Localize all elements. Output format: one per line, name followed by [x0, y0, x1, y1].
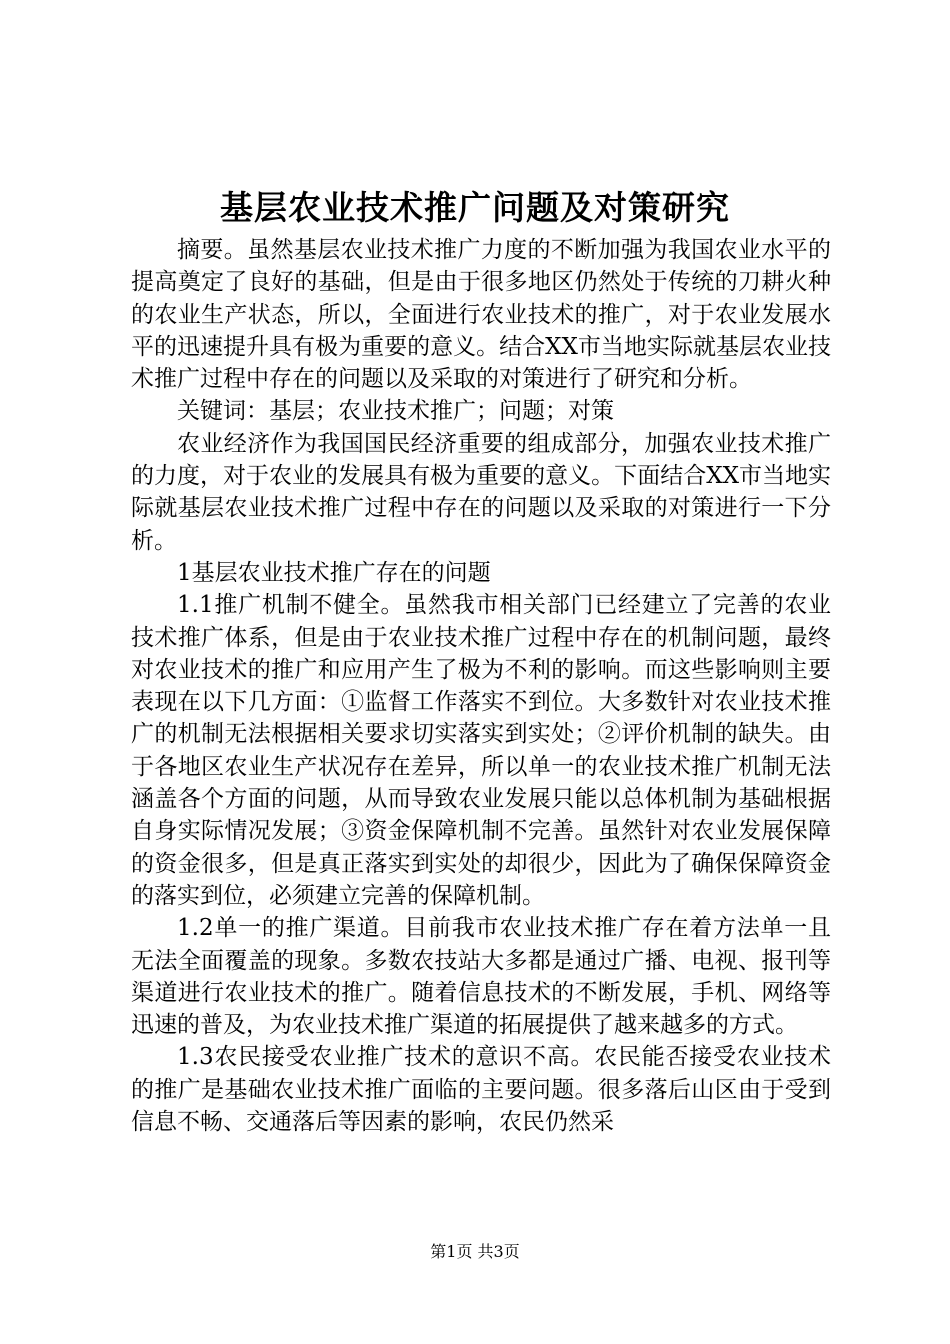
document-body — [131, 234, 831, 1138]
keywords-paragraph: 关键词：基层；农业技术推广；问题；对策 — [177, 398, 614, 425]
abstract-paragraph: 摘要。虽然基层农业技术推广力度的不断加强为我国农业水平的提高奠定了良好的基础，但是由于很多地区仍然处于传统的刀耕火种的农业生产状态，所以，全面进行农业技术的推广，对于农业发展水平的迅速提升具有极为重要的意义。结合XX市当地实际就基层农业技术推广过程中存在的问题以及采取的对策进行了研究和分析。 — [131, 237, 831, 393]
body-paragraph: 1.3农民接受农业推广技术的意识不高。农民能否接受农业技术的推广是基础农业技术推广面临的主要问题。很多落后山区由于受到信息不畅、交通落后等因素的影响，农民仍然采 — [131, 1044, 831, 1136]
intro-paragraph: 农业经济作为我国国民经济重要的组成部分，加强农业技术推广的力度，对于农业的发展具有极为重要的意义。下面结合XX市当地实际就基层农业技术推广过程中存在的问题以及采取的对策进行一下分析。 — [131, 430, 831, 554]
document-title: 基层农业技术推广问题及对策研究 — [220, 188, 730, 227]
page-footer: 第1页 共3页 — [430, 1242, 520, 1261]
body-paragraph: 1.1推广机制不健全。虽然我市相关部门已经建立了完善的农业技术推广体系，但是由于农业技术推广过程中存在的机制问题，最终对农业技术的推广和应用产生了极为不利的影响。而这些影响则主要表现在以下几方面：①监督工作落实不到位。大多数针对农业技术推广的机制无法根据相关要求切实落实到实处；②评价机制的缺失。由于各地区农业生产状况存在差异，所以单一的农业技术推广机制无法涵盖各个方面的问题，从而导致农业发展只能以总体机制为基础根据自身实际情况发展；③资金保障机制不完善。虽然针对农业发展保障的资金很多，但是真正落实到实处的却很少，因此为了确保保障资金的落实到位，必须建立完善的保障机制。 — [131, 592, 831, 909]
section-heading: 1基层农业技术推广存在的问题 — [177, 559, 491, 586]
body-paragraph: 1.2单一的推广渠道。目前我市农业技术推广存在着方法单一且无法全面覆盖的现象。多数农技站大多都是通过广播、电视、报刊等渠道进行农业技术的推广。随着信息技术的不断发展，手机、网络等迅速的普及，为农业技术推广渠道的拓展提供了越来越多的方式。 — [131, 915, 831, 1039]
